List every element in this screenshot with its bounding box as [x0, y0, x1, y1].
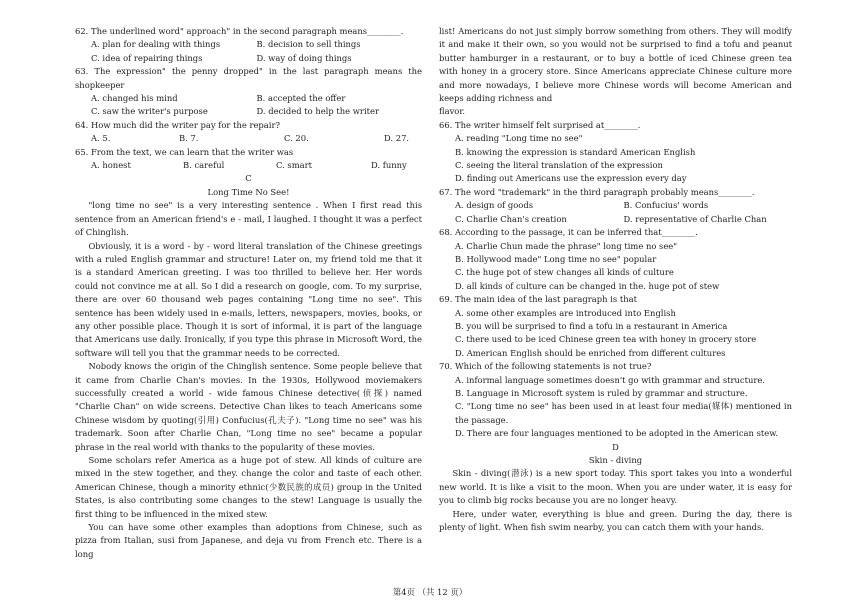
passage-paragraph: Nobody knows the origin of the Chinglish sentence. Some people believe that it came from Charlie Chan's movies. In the 1930s, Hollywood moviemakers successfully created a world - wide famous Chinese detective(侦探) named "Charlie Chan" on wide screens. Detective Chan likes to teach Americans some Chinese wisdom by quoting(引用) Confucius(孔夫子). "Long time no see" was his trademark. Soon after Charlie Chan, "Long time no see" became a popular phrase in the real world with thanks to the popularity of these movies. [75, 361, 422, 452]
question-stem: 65. From the text, we can learn that the writer was [75, 146, 294, 157]
option-b: B. knowing the expression is standard American English [455, 146, 696, 157]
option-b: B. careful [183, 160, 225, 171]
option-c: C. "Long time no see" has been used in at least four media(媒体) mentioned in the passage. [455, 401, 792, 425]
option-a: A. design of goods [455, 200, 533, 211]
section-letter: C [245, 173, 252, 184]
option-a: A. honest [91, 160, 131, 171]
passage-paragraph: "long time no see" is a very interesting sentence . When I first read this sentence from an American friend's e - mail, I laughed. I thought it was a perfect of Chinglish. [75, 200, 422, 238]
question-stem: 70. Which of the following statements is not true? [439, 361, 652, 372]
question-67 [439, 186, 792, 226]
option-c: C. smart [276, 160, 313, 171]
option-d: D. representative of Charlie Chan [623, 213, 767, 224]
option-a: A. some other examples are introduced into English [455, 307, 676, 318]
option-c: C. seeing the literal translation of the expression [455, 160, 663, 171]
question-stem: 67. The word "trademark" in the third paragraph probably means________. [439, 186, 755, 197]
option-d: D. finding out Americans use the expression every day [455, 173, 687, 184]
option-b: B. 7. [179, 133, 199, 144]
option-b: B. Confucius' words [623, 200, 709, 211]
passage-paragraph: You can have some other examples than adoptions from Chinese, such as pizza from Italian, susi from Japanese, and deja vu from French etc. There is a long [75, 522, 422, 559]
left-column [75, 25, 422, 561]
question-stem: 62. The underlined word" approach" in the second paragraph means________. [75, 26, 404, 36]
question-stem: 66. The writer himself felt surprised at________. [439, 119, 641, 130]
question-stem: 69. The main idea of the last paragraph is that [439, 294, 637, 305]
option-d: D. 27. [384, 133, 410, 144]
option-c: C. Charlie Chan's creation [455, 213, 567, 224]
question-63 [75, 65, 422, 119]
option-d: D. American English should be enriched from different cultures [455, 347, 726, 358]
question-stem: 68. According to the passage, it can be inferred that________. [439, 227, 698, 238]
option-d: D. way of doing things [256, 52, 352, 63]
passage-continuation-end: flavor. [439, 106, 466, 117]
option-b: B. Hollywood made" Long time no see" popular [455, 253, 657, 264]
section-title: Skin - diving [588, 455, 643, 465]
passage-paragraph: Obviously, it is a word - by - word literal translation of the Chinese greetings with a ruled English grammar and structure! Later on, my friend told me that it is a standard American greeting. I was too thrilled to believe her. Her words could not convince me at all. So I did a research on google, com. To my surprise, there are over 60 thousand web pages containing "Long time no see". This sentence has been widely used in e-mails, letters, newspapers, movies, books, or any other possible place. Though it is sort of informal, it is part of the language that Americans use daily. Ironically, if you type this phrase in Microsoft Word, the software will tell you that the grammar needs to be corrected. [75, 240, 422, 358]
question-64 [75, 119, 422, 146]
question-70 [439, 360, 792, 440]
option-a: A. 5. [91, 133, 111, 144]
right-column [439, 25, 792, 534]
question-68 [439, 226, 792, 293]
option-a: A. informal language sometimes doesn't go with grammar and structure. [455, 374, 765, 385]
question-62 [75, 25, 422, 65]
option-b: B. decision to sell things [256, 39, 361, 50]
option-d: D. There are four languages mentioned to be adopted in the American stew. [455, 428, 779, 439]
option-d: D. funny [371, 160, 407, 171]
option-a: A. plan for dealing with things [91, 39, 221, 50]
option-c: C. there used to be iced Chinese green tea with honey in grocery store [455, 334, 757, 345]
option-a: A. Charlie Chun made the phrase" long time no see" [455, 240, 678, 251]
option-b: B. you will be surprised to find a tofu in a restaurant in America [455, 320, 728, 331]
section-letter: D [612, 441, 619, 452]
question-stem: 63. The expression" the penny dropped" in the last paragraph means the shopkeeper [75, 66, 422, 90]
option-c: C. 20. [284, 133, 309, 144]
passage-continuation: list! Americans do not just simply borrow something from others. They will modify it and make it their own, so you would not be surprised to find a tofu and peanut butter hamburger in a restaurant, or to buy a bottle of iced Chinese green tea with honey in a grocery store. Since Americans appreciate Chinese culture more and more nowadays, I believe more Chinese words will become American and keeps adding richness and [439, 26, 792, 104]
passage-paragraph: Skin - diving(潜泳) is a new sport today. This sport takes you into a wonderful new world. It is like a visit to the moon. When you are under water, it is easy for you to climb big rocks because you are no longer heavy. [439, 468, 792, 506]
option-b: B. accepted the offer [256, 93, 346, 104]
option-b: B. Language in Microsoft system is ruled by grammar and structure. [455, 387, 748, 398]
question-65 [75, 146, 422, 173]
option-c: C. idea of repairing things [91, 52, 203, 63]
passage-paragraph: Here, under water, everything is blue and green. During the day, there is plenty of light. When fish swim nearby, you can catch them with your hands. [439, 508, 792, 533]
option-c: C. saw the writer's purpose [91, 106, 208, 117]
question-stem: 64. How much did the writer pay for the repair? [75, 119, 280, 130]
option-a: A. reading "Long time no see" [455, 133, 583, 144]
option-d: D. decided to help the writer [256, 106, 379, 117]
page-footer: 第4页 （共 12 页） [392, 587, 468, 597]
option-d: D. all kinds of culture can be changed in the. huge pot of stew [455, 280, 720, 291]
passage-paragraph: Some scholars refer America as a huge pot of stew. All kinds of culture are mixed in the stew together, and they. change the color and taste of each other. American Chinese, though a minority ethnic(少数民族的成员) group in the United States, is also contributing some changes to the stew! Language is usually the first thing to be influenced in the mixed stew. [75, 455, 422, 519]
question-69 [439, 293, 792, 360]
question-66 [439, 119, 792, 186]
option-a: A. changed his mind [91, 93, 178, 104]
section-title: Long Time No See! [207, 186, 290, 197]
option-c: C. the huge pot of stew changes all kinds of culture [455, 267, 674, 278]
